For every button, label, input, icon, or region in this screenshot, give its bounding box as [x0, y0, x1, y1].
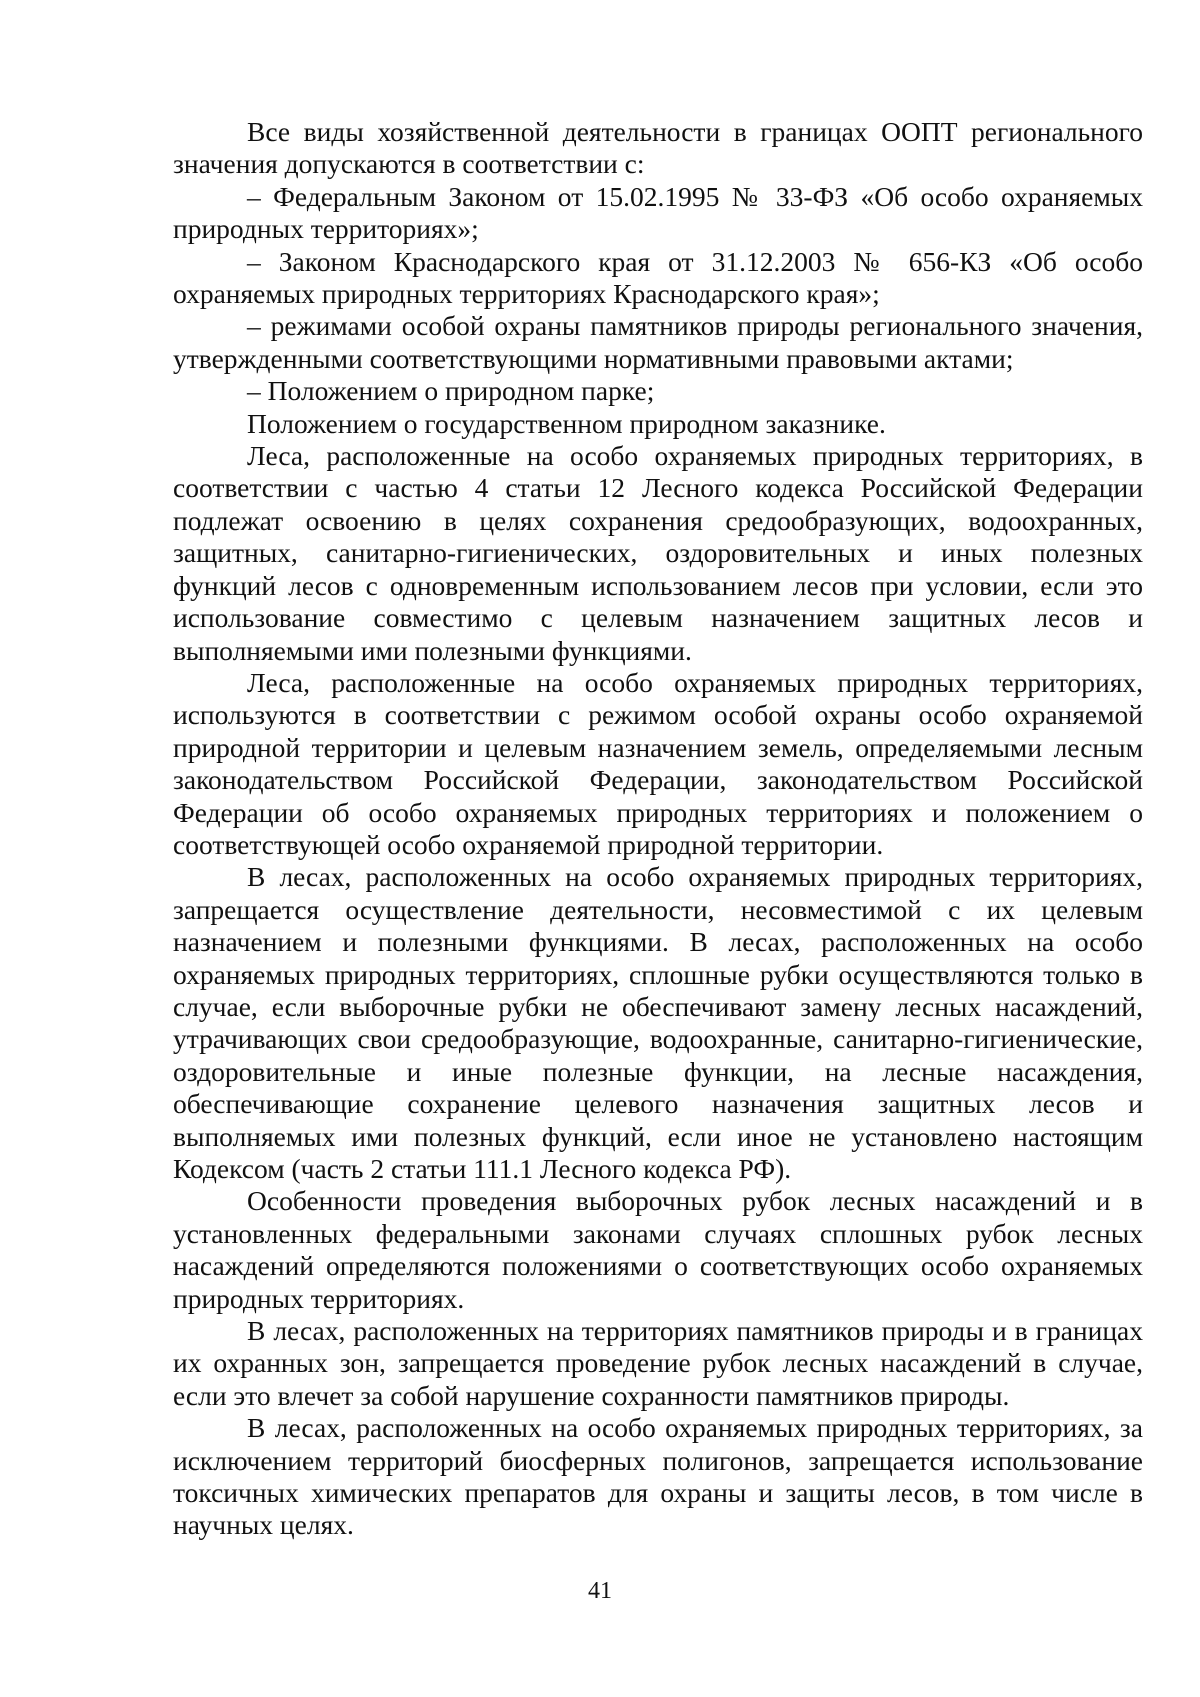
list-item-protection-regimes: – режимами особой охраны памятников природы регионального значения, утвержденными соответствующими нормативными правовыми актами;: [173, 310, 1143, 374]
list-item-krasnodar-law: – Законом Краснодарского края от 31.12.2003 № 656-КЗ «Об особо охраняемых природных территориях Краснодарского края»;: [173, 245, 1143, 310]
paragraph-forest-development: Леса, расположенные на особо охраняемых природных территориях, в соответствии с частью 4 статьи 12 Лесного кодекса Российской Федерации подлежат освоению в целях сохранения средообразующих, водоохранных, защитных, санитарно-гигиенических, оздоровительных и иных полезных функций лесов с одновременным использованием лесов при условии, если это использование совместимо с целевым назначением защитных лесов и выполняемыми ими полезными функциями.: [173, 440, 1143, 666]
list-item-nature-reserve: Положением о государственном природном заказнике.: [247, 407, 886, 439]
paragraph-selective-felling: Особенности проведения выборочных рубок лесных насаждений и в установленных федеральными законами случаях сплошных рубок лесных насаждений определяются положениями о соответствующих особо охраняемых природных территориях.: [173, 1185, 1143, 1314]
paragraph-intro: Все виды хозяйственной деятельности в границах ООПТ регионального значения допускаются в соответствии с:: [173, 116, 1143, 180]
paragraph-nature-monuments: В лесах, расположенных на территориях памятников природы и в границах их охранных зон, запрещается проведение рубок лесных насаждений в случае, если это влечет за собой нарушение сохранности памятников природы.: [173, 1315, 1143, 1411]
list-item-federal-law: – Федеральным Законом от 15.02.1995 № 33-ФЗ «Об особо охраняемых природных территориях»;: [173, 180, 1143, 245]
paragraph-forest-use: Леса, расположенные на особо охраняемых природных территориях, используются в соответствии с режимом особой охраны особо охраняемой природной территории и целевым назначением земель, определяемыми лесным законодательством Российской Федерации, законодательством Российской Федерации об особо охраняемых природных территориях и положением о соответствующей особо охраняемой природной территории.: [173, 666, 1143, 860]
list-item-nature-park: – Положением о природном парке;: [247, 375, 655, 407]
page-number: 41: [588, 1578, 612, 1604]
paragraph-toxic-chemicals: В лесах, расположенных на особо охраняемых природных территориях, за исключением территорий биосферных полигонов, запрещается использование токсичных химических препаратов для охраны и защиты лесов, в том числе в научных целях.: [173, 1412, 1143, 1541]
document-body: [173, 116, 1143, 1542]
paragraph-forest-restrictions: В лесах, расположенных на особо охраняемых природных территориях, запрещается осуществление деятельности, несовместимой с их целевым назначением и полезными функциями. В лесах, расположенных на особо охраняемых природных территориях, сплошные рубки осуществляются только в случае, если выборочные рубки не обеспечивают замену лесных насаждений, утрачивающих свои средообразующие, водоохранные, санитарно-гигиенические, оздоровительные и иные полезные функции, на лесные насаждения, обеспечивающие сохранение целевого назначения защитных лесов и выполняемых ими полезных функций, если иное не установлено настоящим Кодексом (часть 2 статьи 111.1 Лесного кодекса РФ).: [173, 861, 1143, 1184]
